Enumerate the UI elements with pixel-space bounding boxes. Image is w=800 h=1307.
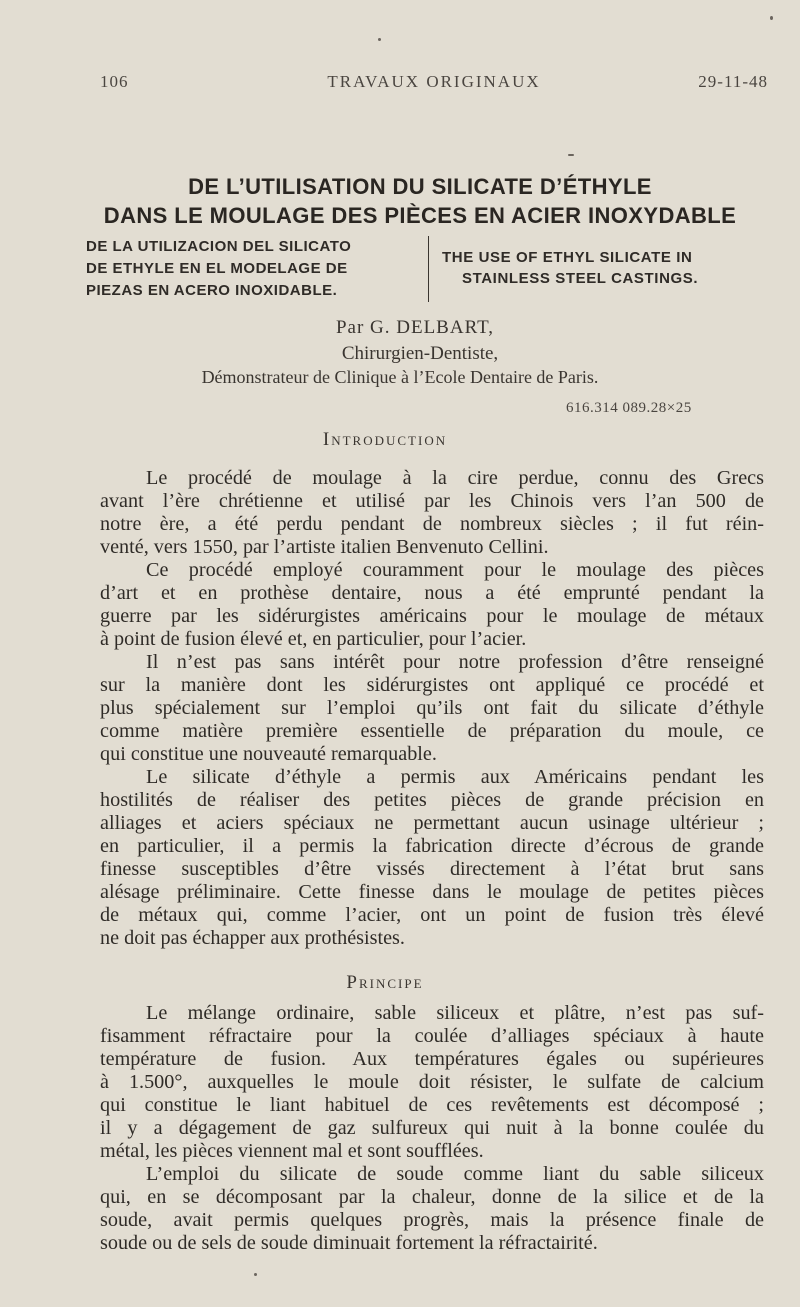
author-affiliation: Démonstrateur de Clinique à l’Ecole Dentaire de Paris. <box>201 367 599 387</box>
paragraph <box>100 1163 764 1255</box>
text-line: qui constitue une nouveauté remarquable. <box>100 743 437 765</box>
text-line: en particulier, il a permis la fabrication directe d’écrous de grande <box>100 835 764 857</box>
text-line: comme matière première essentielle de préparation du moule, ce <box>100 720 764 742</box>
text-line: qui constitue le liant habituel de ces revêtements est décomposé ; <box>100 1094 764 1116</box>
text-line: soude, avait permis quelques progrès, mais la présence finale de <box>100 1209 764 1231</box>
text-line: métal, les pièces viennent mal et sont soufflées. <box>100 1140 484 1162</box>
english-subtitle <box>442 247 762 289</box>
article-title-line-1: DE L’UTILISATION DU SILICATE D’ÉTHYLE <box>188 174 652 199</box>
text-line: soude ou de sels de soude diminuait fortement la réfractairité. <box>100 1232 598 1254</box>
text-line: avant l’ère chrétienne et utilisé par les Chinois vers l’an 500 de <box>100 490 764 512</box>
text-line: qui, en se décomposant par la chaleur, donne de la silice et de la <box>100 1186 764 1208</box>
text-line: Ce procédé employé couramment pour le moulage des pièces <box>146 559 764 581</box>
paragraph <box>100 651 764 766</box>
text-line: Le silicate d’éthyle a permis aux Américains pendant les <box>146 766 764 788</box>
paragraph <box>100 467 764 559</box>
paper-speck <box>254 1273 257 1276</box>
text-line: plus spécialement sur l’emploi qu’ils ont fait du silicate d’éthyle <box>100 697 764 719</box>
text-line: Le procédé de moulage à la cire perdue, connu des Grecs <box>146 467 764 489</box>
running-head <box>100 72 768 98</box>
text-line: Le mélange ordinaire, sable siliceux et plâtre, n’est pas suf- <box>146 1002 764 1024</box>
text-line: il y a dégagement de gaz sulfureux qui nuit à la bonne coulée du <box>100 1117 764 1139</box>
issue-date: 29-11-48 <box>698 72 768 91</box>
journal-section-title: TRAVAUX ORIGINAUX <box>327 72 541 91</box>
article-title-line-2: DANS LE MOULAGE DES PIÈCES EN ACIER INOXYDABLE <box>103 203 737 228</box>
paragraph <box>100 1002 764 1163</box>
spanish-subtitle-line: PIEZAS EN ACERO INOXIDABLE. <box>86 282 338 299</box>
english-subtitle-line: STAINLESS STEEL CASTINGS. <box>462 270 699 287</box>
english-subtitle-line: THE USE OF ETHYL SILICATE IN <box>442 249 693 266</box>
text-line: d’art et en prothèse dentaire, nous a été emprunté pendant la <box>100 582 764 604</box>
author-role: Chirurgien-Dentiste, <box>341 343 499 364</box>
text-line: alésage préliminaire. Cette finesse dans le moulage de petites pièces <box>100 881 764 903</box>
text-line: ne doit pas échapper aux prothésistes. <box>100 927 405 949</box>
text-line: de métaux qui, comme l’acier, ont un point de fusion très élevé <box>100 904 764 926</box>
section-heading-principe: Principe <box>346 972 424 993</box>
classification-number: 616.314 089.28×25 <box>566 400 692 416</box>
article-title <box>70 172 770 230</box>
spanish-subtitle <box>86 236 418 302</box>
paper-speck <box>770 16 773 20</box>
text-line: hostilités de réaliser des petites pièces de grande précision en <box>100 789 764 811</box>
text-line: guerre par les sidérurgistes américains pour le moulage de métaux <box>100 605 764 627</box>
spanish-subtitle-line: DE ETHYLE EN EL MODELAGE DE <box>86 260 348 277</box>
subtitle-divider <box>428 236 429 302</box>
author-byline: Par G. DELBART, <box>335 317 495 338</box>
section-heading-introduction: Introduction <box>322 429 448 450</box>
text-line: notre ère, a été perdu pendant de nombreux siècles ; il fut réin- <box>100 513 764 535</box>
paragraph <box>100 559 764 651</box>
paragraph <box>100 766 764 950</box>
principe-body <box>100 1002 764 1255</box>
text-line: alliages et aciers spéciaux ne permettant aucun usinage ultérieur ; <box>100 812 764 834</box>
spanish-subtitle-line: DE LA UTILIZACION DEL SILICATO <box>86 238 352 255</box>
paper-speck <box>378 38 381 41</box>
paper-speck <box>568 154 574 156</box>
text-line: Il n’est pas sans intérêt pour notre profession d’être renseigné <box>146 651 764 673</box>
introduction-body <box>100 467 764 950</box>
text-line: venté, vers 1550, par l’artiste italien Benvenuto Cellini. <box>100 536 549 558</box>
text-line: température de fusion. Aux températures égales ou supérieures <box>100 1048 764 1070</box>
page-number: 106 <box>100 72 129 91</box>
text-line: à 1.500°, auxquelles le moule doit résister, le sulfate de calcium <box>100 1071 764 1093</box>
text-line: fisamment réfractaire pour la coulée d’alliages spéciaux à haute <box>100 1025 764 1047</box>
text-line: à point de fusion élevé et, en particulier, pour l’acier. <box>100 628 527 650</box>
text-line: L’emploi du silicate de soude comme liant du sable siliceux <box>146 1163 764 1185</box>
text-line: sur la manière dont les sidérurgistes ont appliqué ce procédé et <box>100 674 764 696</box>
text-line: finesse susceptibles d’être vissés directement à l’état brut sans <box>100 858 764 880</box>
